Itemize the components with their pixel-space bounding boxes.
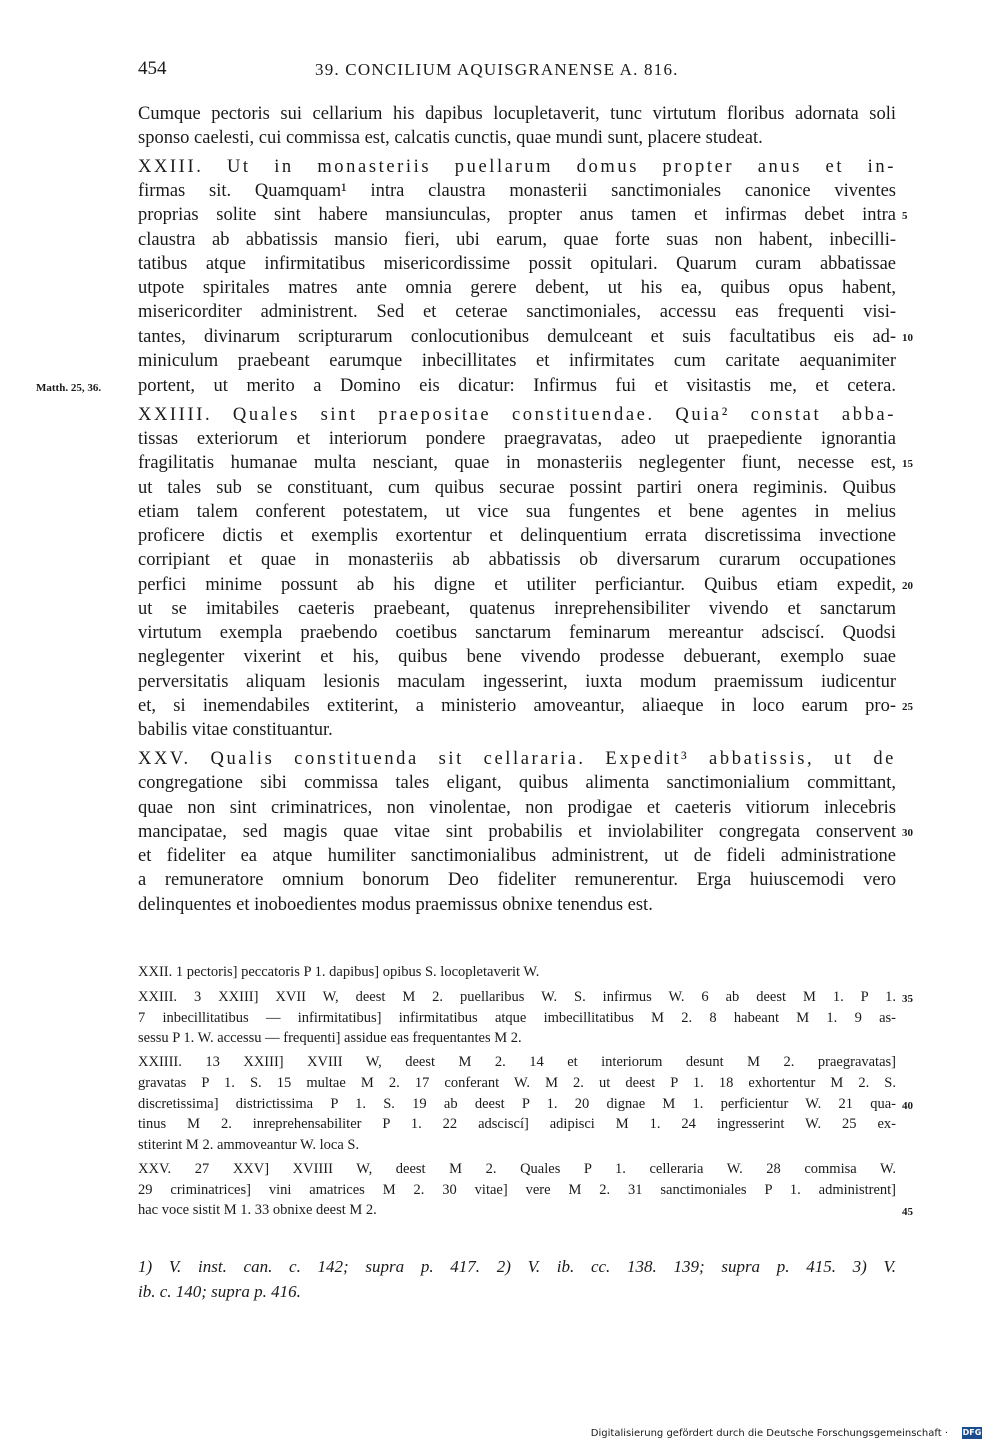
text-line: firmas sit. Quamquam¹ intra claustra monasterii sanctimoniales canonice viventes (138, 181, 896, 201)
text-line: portent, ut merito a Domino eis dicatur: Infirmus fui et visitastis me, et cetera. (138, 376, 896, 396)
text-line: miniculum praebeant earumque inbecillitates et infirmitates cum caritate aequanimiter (138, 351, 896, 371)
text-line: misericorditer administrent. Sed et ceterae sanctimoniales, accessu eas frequenti visi- (138, 302, 896, 322)
apparatus-line-number: 35 (902, 993, 913, 1005)
apparatus-line: XXIII. 3 XXIII] XVII W, deest M 2. puellaribus W. S. infirmus W. 6 ab deest M 1. P 1. (138, 989, 896, 1005)
text-line: quae non sint criminatrices, non vinolentae, non prodigae et caeteris vitiorum inlecebris (138, 798, 896, 818)
footnote-line: 1) V. inst. can. c. 142; supra p. 417. 2) V. ib. cc. 138. 139; supra p. 415. 3) V. (138, 1257, 896, 1276)
apparatus-line-number: 40 (902, 1100, 913, 1112)
chapter-heading-line: XXIIII. Quales sint praepositae constituendae. Quia² constat abba- (138, 405, 896, 425)
chapter-heading-line: XXV. Qualis constituenda sit cellararia. Expedit³ abbatissis, ut de (138, 749, 896, 769)
apparatus-line: 7 inbecillitatibus — infirmitatibus] infirmitatibus atque imbecillitatibus M 2. 8 habeant M 1. 9 as- (138, 1010, 896, 1026)
apparatus-line: XXV. 27 XXV] XVIIII W, deest M 2. Quales P 1. celleraria W. 28 commisa W. (138, 1161, 896, 1177)
apparatus-line: XXII. 1 pectoris] peccatoris P 1. dapibus] opibus S. locopletaverit W. (138, 964, 540, 980)
text-line: tantes, divinarum scripturarum conlocutionibus demulceant et suis facultatibus eis ad- (138, 327, 896, 347)
chapter-heading-line: XXIII. Ut in monasteriis puellarum domus propter anus et in- (138, 157, 896, 177)
dfg-logo: DFG (962, 1428, 982, 1437)
line-number: 25 (902, 701, 913, 713)
text-line: ut se imitabiles caeteris praebeant, quatenus inreprehensibiliter vivendo et sanctarum (138, 599, 896, 619)
text-line: mancipatae, sed magis quae vitae sint probabilis et inviolabiliter congregata conservent (138, 822, 896, 842)
text-line: fragilitatis humanae multa nesciant, quae in monasteriis neglegenter fiunt, necesse est, (138, 453, 896, 473)
text-line: et fideliter ea atque humiliter sanctimonialibus administrent, ut de fideli administratione (138, 846, 896, 866)
page-number: 454 (138, 58, 167, 79)
text-line: claustra ab abbatissis mansio fieri, ubi earum, quae forte suas non habent, inbecilli- (138, 230, 896, 250)
text-line: etiam talem conferent potestatem, ut vice sua fungentes et bene agentes in melius (138, 502, 896, 522)
apparatus-line: tinus M 2. inreprehensabiliter P 1. 22 adsciscí] adipisci M 1. 24 ingresserint W. 25 ex- (138, 1116, 896, 1132)
apparatus-line: XXIIII. 13 XXIII] XVIII W, deest M 2. 14 et interiorum desunt M 2. praegravatas] (138, 1054, 896, 1070)
text-line: sponso caelesti, cui commissa est, calcatis cunctis, quae mundi sunt, placere studeat. (138, 128, 763, 148)
text-line: congregatione sibi commissa tales eligant, quibus alimenta sanctimonialium committant, (138, 773, 896, 793)
text-line: Cumque pectoris sui cellarium his dapibus locupletaverit, tunc virtutum floribus adornata soli (138, 104, 896, 124)
digitization-credit: Digitalisierung gefördert durch die Deutsche Forschungsgemeinschaft · (590, 1428, 948, 1439)
text-line: a remuneratore omnium bonorum Deo fideliter remunerentur. Erga huiuscemodi vero (138, 870, 896, 890)
line-number: 5 (902, 210, 908, 222)
apparatus-line: discretissima] districtissima P 1. S. 19 ab deest P 1. 20 dignae M 1. perficientur W. 21 qua- (138, 1096, 896, 1112)
margin-reference: Matth. 25, 36. (36, 382, 102, 394)
text-line: proficere dictis et exemplis exortentur et delinquentium errata discretissima invectione (138, 526, 896, 546)
footnote-line: ib. c. 140; supra p. 416. (138, 1282, 301, 1301)
line-number: 10 (902, 332, 913, 344)
text-line: et, si inemendabiles extiterint, a ministerio amoveantur, aliaeque in loco earum pro- (138, 696, 896, 716)
text-line: corripiant et quae in monasteriis ab abbatissis ob diversarum curarum occupationes (138, 550, 896, 570)
text-line: tissas exteriorum et interiorum pondere praegravatas, adeo ut praepediente ignorantia (138, 429, 896, 449)
text-line: proprias solite sint habere mansiunculas, propter anus tamen et infirmas debet intra (138, 205, 896, 225)
apparatus-line: gravatas P 1. S. 15 multae M 2. 17 conferant W. M 2. ut deest P 1. 18 exhortentur M 2. S. (138, 1075, 896, 1091)
apparatus-line: hac voce sistit M 1. 33 obnixe deest M 2. (138, 1202, 377, 1218)
text-line: tatibus atque infirmitatibus misericordissime possit opitulari. Quarum curam abbatissae (138, 254, 896, 274)
apparatus-line: sessu P 1. W. accessu — frequenti] assidue eas frequentantes M 2. (138, 1030, 522, 1046)
text-line: neglegenter vixerint et his, quibus bene vivendo prodesse debuerant, exemplo suae (138, 647, 896, 667)
text-line: utpote spiritales matres ante omnia gerere debent, ut his ea, quibus opus habent, (138, 278, 896, 298)
apparatus-line-number: 45 (902, 1206, 913, 1218)
line-number: 15 (902, 458, 913, 470)
text-line: virtutum exempla praebendo coetibus sanctarum feminarum mereantur adsciscí. Quodsi (138, 623, 896, 643)
line-number: 20 (902, 580, 913, 592)
apparatus-line: 29 criminatrices] vini amatrices M 2. 30 vitae] vere M 2. 31 sanctimoniales P 1. administrent] (138, 1182, 896, 1198)
text-line: delinquentes et inoboedientes modus praemissus obnixe tenendus est. (138, 895, 653, 915)
apparatus-line: stiterint M 2. ammoveantur W. loca S. (138, 1137, 360, 1153)
running-title: 39. CONCILIUM AQUISGRANENSE A. 816. (315, 60, 679, 79)
text-line: ut tales sub se constituant, cum quibus securae possint partiri onera regiminis. Quibus (138, 478, 896, 498)
text-line: perfici minime possunt ab his digne et utiliter perficiantur. Quibus etiam expedit, (138, 575, 896, 595)
text-line: perversitatis aliquam lesionis maculam ingesserint, iuxta modum praemissum iudicentur (138, 672, 896, 692)
line-number: 30 (902, 827, 913, 839)
text-line: babilis vitae constituantur. (138, 720, 333, 740)
